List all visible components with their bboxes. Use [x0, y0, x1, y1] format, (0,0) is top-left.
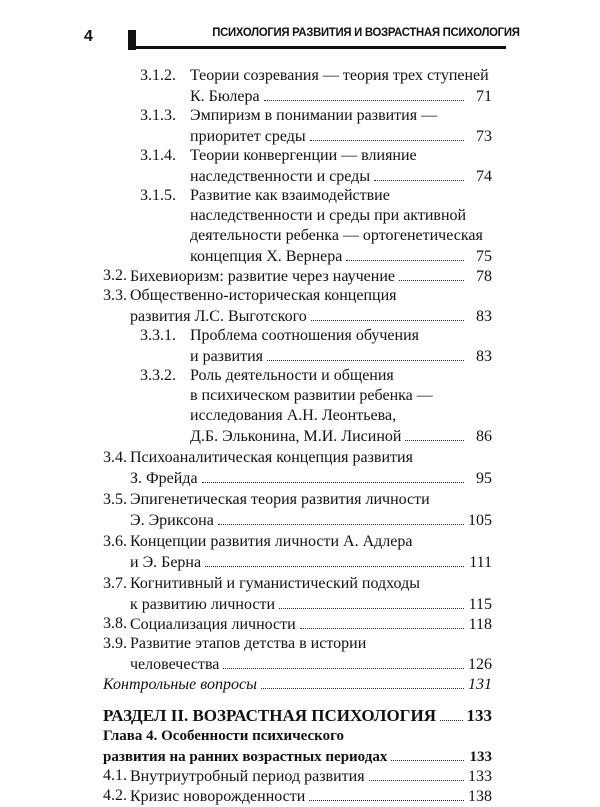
- toc-entry-title: Теории конвергенции — влияние: [190, 147, 417, 164]
- dot-leader: [399, 266, 464, 281]
- toc-page-number: 133: [466, 706, 492, 725]
- dot-leader: [311, 306, 464, 321]
- toc-page-number: 73: [476, 128, 492, 145]
- toc-entry-title: Внутриутробный период развития: [130, 768, 365, 785]
- toc-page-number: 105: [468, 512, 492, 529]
- toc-entry: [0, 766, 600, 786]
- toc-entry-title: Общественно-историческая концепция: [130, 287, 397, 304]
- toc-line: [0, 706, 600, 726]
- dot-leader: [369, 766, 464, 781]
- toc-line: [0, 366, 600, 386]
- toc-line: [0, 594, 600, 614]
- toc-entry: [0, 266, 600, 286]
- toc-page-number: 115: [468, 596, 492, 613]
- toc-entry-title: и Э. Берна: [130, 554, 202, 571]
- dot-leader: [391, 746, 464, 761]
- toc-entry: [0, 726, 600, 766]
- toc-line: [0, 746, 600, 766]
- toc-entry: [0, 706, 600, 726]
- toc-page-number: 86: [476, 428, 492, 445]
- toc-entry-title: Социализация личности: [130, 616, 296, 633]
- toc-entry: [0, 186, 600, 266]
- toc-line: [0, 266, 600, 286]
- toc-entry: [0, 286, 600, 326]
- toc-line: [0, 448, 600, 468]
- dot-leader: [264, 86, 464, 101]
- toc-line: [0, 674, 600, 694]
- toc-line: [0, 86, 600, 106]
- toc-entry-number: 3.7.: [103, 575, 127, 592]
- toc-line: [0, 634, 600, 654]
- toc-entry: [0, 490, 600, 530]
- toc-entry-number: 3.1.2.: [140, 67, 176, 84]
- toc-entry-title: развития на ранних возрастных периодах: [103, 749, 388, 765]
- toc-entry-title: Роль деятельности и общения: [190, 367, 394, 384]
- toc-line: [0, 426, 600, 446]
- toc-entry: [0, 66, 600, 106]
- toc-entry: [0, 146, 600, 186]
- toc-entry-title: Эпигенетическая теория развития личности: [130, 491, 430, 508]
- dot-leader: [218, 510, 464, 525]
- toc-entry: [0, 106, 600, 146]
- toc-line: [0, 246, 600, 266]
- toc-line: [0, 786, 600, 806]
- page-number: 4: [84, 28, 93, 45]
- toc-entry-number: 3.5.: [103, 491, 127, 508]
- toc-page-number: 83: [476, 308, 492, 325]
- toc-line: [0, 726, 600, 746]
- toc-line: [0, 552, 600, 572]
- dot-leader: [374, 166, 464, 181]
- toc-line: [0, 66, 600, 86]
- toc-entry-title: исследования А.Н. Леонтьева,: [190, 407, 397, 424]
- dot-leader: [223, 654, 464, 669]
- toc-entry-number: 3.1.3.: [140, 107, 176, 124]
- toc-entry: [0, 448, 600, 488]
- toc-entry-number: 3.8.: [103, 615, 127, 632]
- dot-leader: [279, 594, 464, 609]
- dot-leader: [310, 126, 464, 141]
- toc-entry-number: 3.9.: [103, 635, 127, 652]
- toc-entry-title: Э. Эриксона: [130, 512, 214, 529]
- toc-line: [0, 186, 600, 206]
- dot-leader: [346, 246, 464, 261]
- toc-entry-title: человечества: [130, 656, 220, 673]
- toc-entry: [0, 634, 600, 674]
- toc-entry-title: Психоаналитическая концепция развития: [130, 449, 413, 466]
- toc-entry-title: наследственности и среды при активной: [190, 207, 467, 224]
- toc-page-number: 83: [476, 348, 492, 365]
- toc-page-number: 75: [476, 248, 492, 265]
- running-header: [0, 0, 600, 60]
- toc-entry-title: Теории созревания — теория трех ступеней: [190, 67, 489, 84]
- toc-entry-title: З. Фрейда: [130, 470, 198, 487]
- dot-leader: [202, 468, 464, 483]
- toc-line: [0, 146, 600, 166]
- toc-entry-title: Развитие как взаимодействие: [190, 187, 390, 204]
- toc-line: [0, 286, 600, 306]
- toc-line: [0, 614, 600, 634]
- toc-entry-title: наследственности и среды: [190, 168, 371, 185]
- toc-entry-title: Контрольные вопросы: [103, 676, 257, 693]
- toc-page-number: 126: [468, 656, 492, 673]
- toc-line: [0, 490, 600, 510]
- toc-entry-number: 3.6.: [103, 533, 127, 550]
- toc-page-number: 133: [468, 768, 492, 785]
- toc-entry-title: Проблема соотношения обучения: [190, 327, 420, 344]
- toc-line: [0, 510, 600, 530]
- toc-entry: [0, 674, 600, 694]
- toc-line: [0, 206, 600, 226]
- toc-line: [0, 386, 600, 406]
- toc-entry-number: 3.2.: [103, 267, 127, 284]
- toc-line: [0, 346, 600, 366]
- toc-line: [0, 306, 600, 326]
- running-title: ПСИХОЛОГИЯ РАЗВИТИЯ И ВОЗРАСТНАЯ ПСИХОЛОГИЯ: [212, 25, 520, 39]
- dot-leader: [309, 786, 464, 801]
- toc-line: [0, 532, 600, 552]
- toc-page-number: 133: [469, 749, 492, 765]
- toc-entry-number: 4.1.: [103, 767, 127, 784]
- table-of-contents: [0, 66, 600, 806]
- toc-entry-number: 3.1.5.: [140, 187, 176, 204]
- toc-entry-number: 3.3.1.: [140, 327, 176, 344]
- toc-entry-number: 3.4.: [103, 449, 127, 466]
- toc-entry-title: приоритет среды: [190, 128, 306, 145]
- dot-leader: [440, 706, 463, 721]
- toc-line: [0, 166, 600, 186]
- toc-line: [0, 226, 600, 246]
- toc-page-number: 131: [468, 676, 492, 693]
- toc-entry-title: и развития: [190, 348, 264, 365]
- toc-entry-number: 3.3.: [103, 287, 127, 304]
- toc-entry-title: Бихевиоризм: развитие через научение: [130, 268, 395, 285]
- header-rule: [128, 46, 506, 49]
- toc-entry-title: Глава 4. Особенности психического: [103, 728, 345, 744]
- dot-leader: [205, 552, 464, 567]
- toc-entry: [0, 574, 600, 614]
- toc-entry-title: развития Л.С. Выготского: [130, 308, 307, 325]
- dot-leader: [267, 346, 464, 361]
- toc-entry-title: РАЗДЕЛ II. ВОЗРАСТНАЯ ПСИХОЛОГИЯ: [103, 706, 436, 725]
- toc-entry-number: 3.1.4.: [140, 147, 176, 164]
- toc-page-number: 138: [468, 788, 492, 805]
- toc-entry-title: К. Бюлера: [190, 88, 260, 105]
- toc-entry-number: 3.3.2.: [140, 367, 176, 384]
- toc-entry-title: в психическом развитии ребенка —: [190, 387, 433, 404]
- toc-line: [0, 654, 600, 674]
- toc-line: [0, 326, 600, 346]
- toc-entry-title: деятельности ребенка — ортогенетическая: [190, 227, 483, 244]
- toc-page-number: 78: [476, 268, 492, 285]
- toc-page-number: 74: [476, 168, 492, 185]
- toc-line: [0, 406, 600, 426]
- toc-entry: [0, 614, 600, 634]
- toc-line: [0, 106, 600, 126]
- toc-page-number: 95: [476, 470, 492, 487]
- toc-line: [0, 126, 600, 146]
- toc-entry: [0, 532, 600, 572]
- toc-entry-title: Развитие этапов детства в истории: [130, 635, 367, 652]
- toc-entry-title: Когнитивный и гуманистический подходы: [130, 575, 420, 592]
- toc-page-number: 118: [468, 616, 492, 633]
- toc-page-number: 111: [469, 554, 492, 571]
- toc-entry-title: Д.Б. Эльконина, М.И. Лисиной: [190, 428, 402, 445]
- toc-line: [0, 766, 600, 786]
- toc-entry-number: 4.2.: [103, 787, 127, 804]
- toc-line: [0, 574, 600, 594]
- dot-leader: [300, 614, 464, 629]
- toc-line: [0, 468, 600, 488]
- dot-leader: [261, 674, 464, 689]
- toc-entry-title: Концепции развития личности А. Адлера: [130, 533, 413, 550]
- toc-entry: [0, 786, 600, 806]
- toc-page-number: 71: [476, 88, 492, 105]
- dot-leader: [405, 426, 464, 441]
- toc-entry: [0, 366, 600, 446]
- toc-entry-title: концепция Х. Вернера: [190, 248, 343, 265]
- toc-entry-title: к развитию личности: [130, 596, 276, 613]
- toc-entry-title: Кризис новорожденности: [130, 788, 306, 805]
- toc-entry: [0, 326, 600, 366]
- toc-entry-title: Эмпиризм в понимании развития —: [190, 107, 438, 124]
